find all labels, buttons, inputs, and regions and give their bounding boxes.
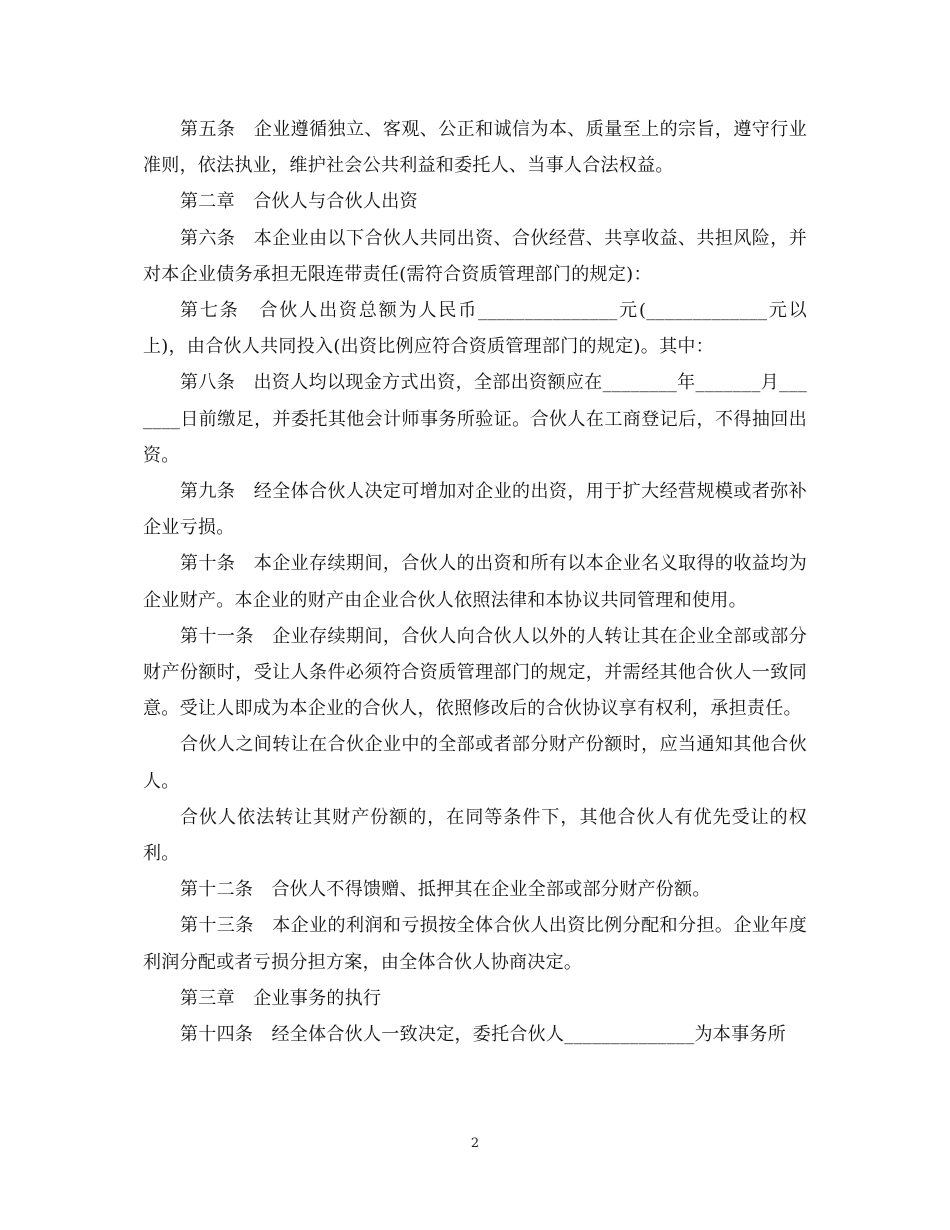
chapter-2-heading: 第二章 合伙人与合伙人出资 <box>180 191 418 213</box>
article-9-paragraph: 第九条 经全体合伙人决定可增加对企业的出资，用于扩大经营规模或者弥补企业亏损。 <box>143 481 807 539</box>
article-12-paragraph: 第十二条 合伙人不得馈赠、抵押其在企业全部或部分财产份额。 <box>180 879 711 901</box>
article-6-paragraph: 第六条 本企业由以下合伙人共同出资、合伙经营、共享收益、共担风险，并对本企业债务承担无限连带责任(需符合资质管理部门的规定)： <box>143 227 807 285</box>
page-number: 2 <box>470 1136 480 1151</box>
article-14-paragraph: 第十四条 经全体合伙人一致决定，委托合伙人______________为本事务所 <box>180 1024 786 1046</box>
chapter-3-heading: 第三章 企业事务的执行 <box>180 987 382 1009</box>
article-13-paragraph: 第十三条 本企业的利润和亏损按全体合伙人出资比例分配和分担。企业年度利润分配或者亏损分担方案，由全体合伙人协商决定。 <box>143 915 807 973</box>
article-5-paragraph: 第五条 企业遵循独立、客观、公正和诚信为本、质量至上的宗旨，遵守行业准则，依法执业，维护社会公共利益和委托人、当事人合法权益。 <box>143 119 807 177</box>
article-7-paragraph: 第七条 合伙人出资总额为人民币_______________元(_____________元以上)，由合伙人共同投入(出资比例应符合资质管理部门的规定)。其中： <box>143 300 807 358</box>
document-body <box>143 112 807 1053</box>
preemptive-right-paragraph: 合伙人依法转让其财产份额的，在同等条件下，其他合伙人有优先受让的权利。 <box>143 806 807 865</box>
transfer-notice-paragraph: 合伙人之间转让在合伙企业中的全部或者部分财产份额时，应当通知其他合伙人。 <box>143 734 807 792</box>
article-8-paragraph: 第八条 出资人均以现金方式出资，全部出资额应在________年_______月_______日前缴足，并委托其他会计师事务所验证。合伙人在工商登记后，不得抽回出资。 <box>143 372 807 466</box>
article-10-paragraph: 第十条 本企业存续期间，合伙人的出资和所有以本企业名义取得的收益均为企业财产。本企业的财产由企业合伙人依照法律和本协议共同管理和使用。 <box>143 553 807 611</box>
article-11-paragraph: 第十一条 企业存续期间，合伙人向合伙人以外的人转让其在企业全部或部分财产份额时，受让人条件必须符合资质管理部门的规定，并需经其他合伙人一致同意。受让人即成为本企业的合伙人，依照修改后的合伙协议享有权利，承担责任。 <box>143 625 807 720</box>
